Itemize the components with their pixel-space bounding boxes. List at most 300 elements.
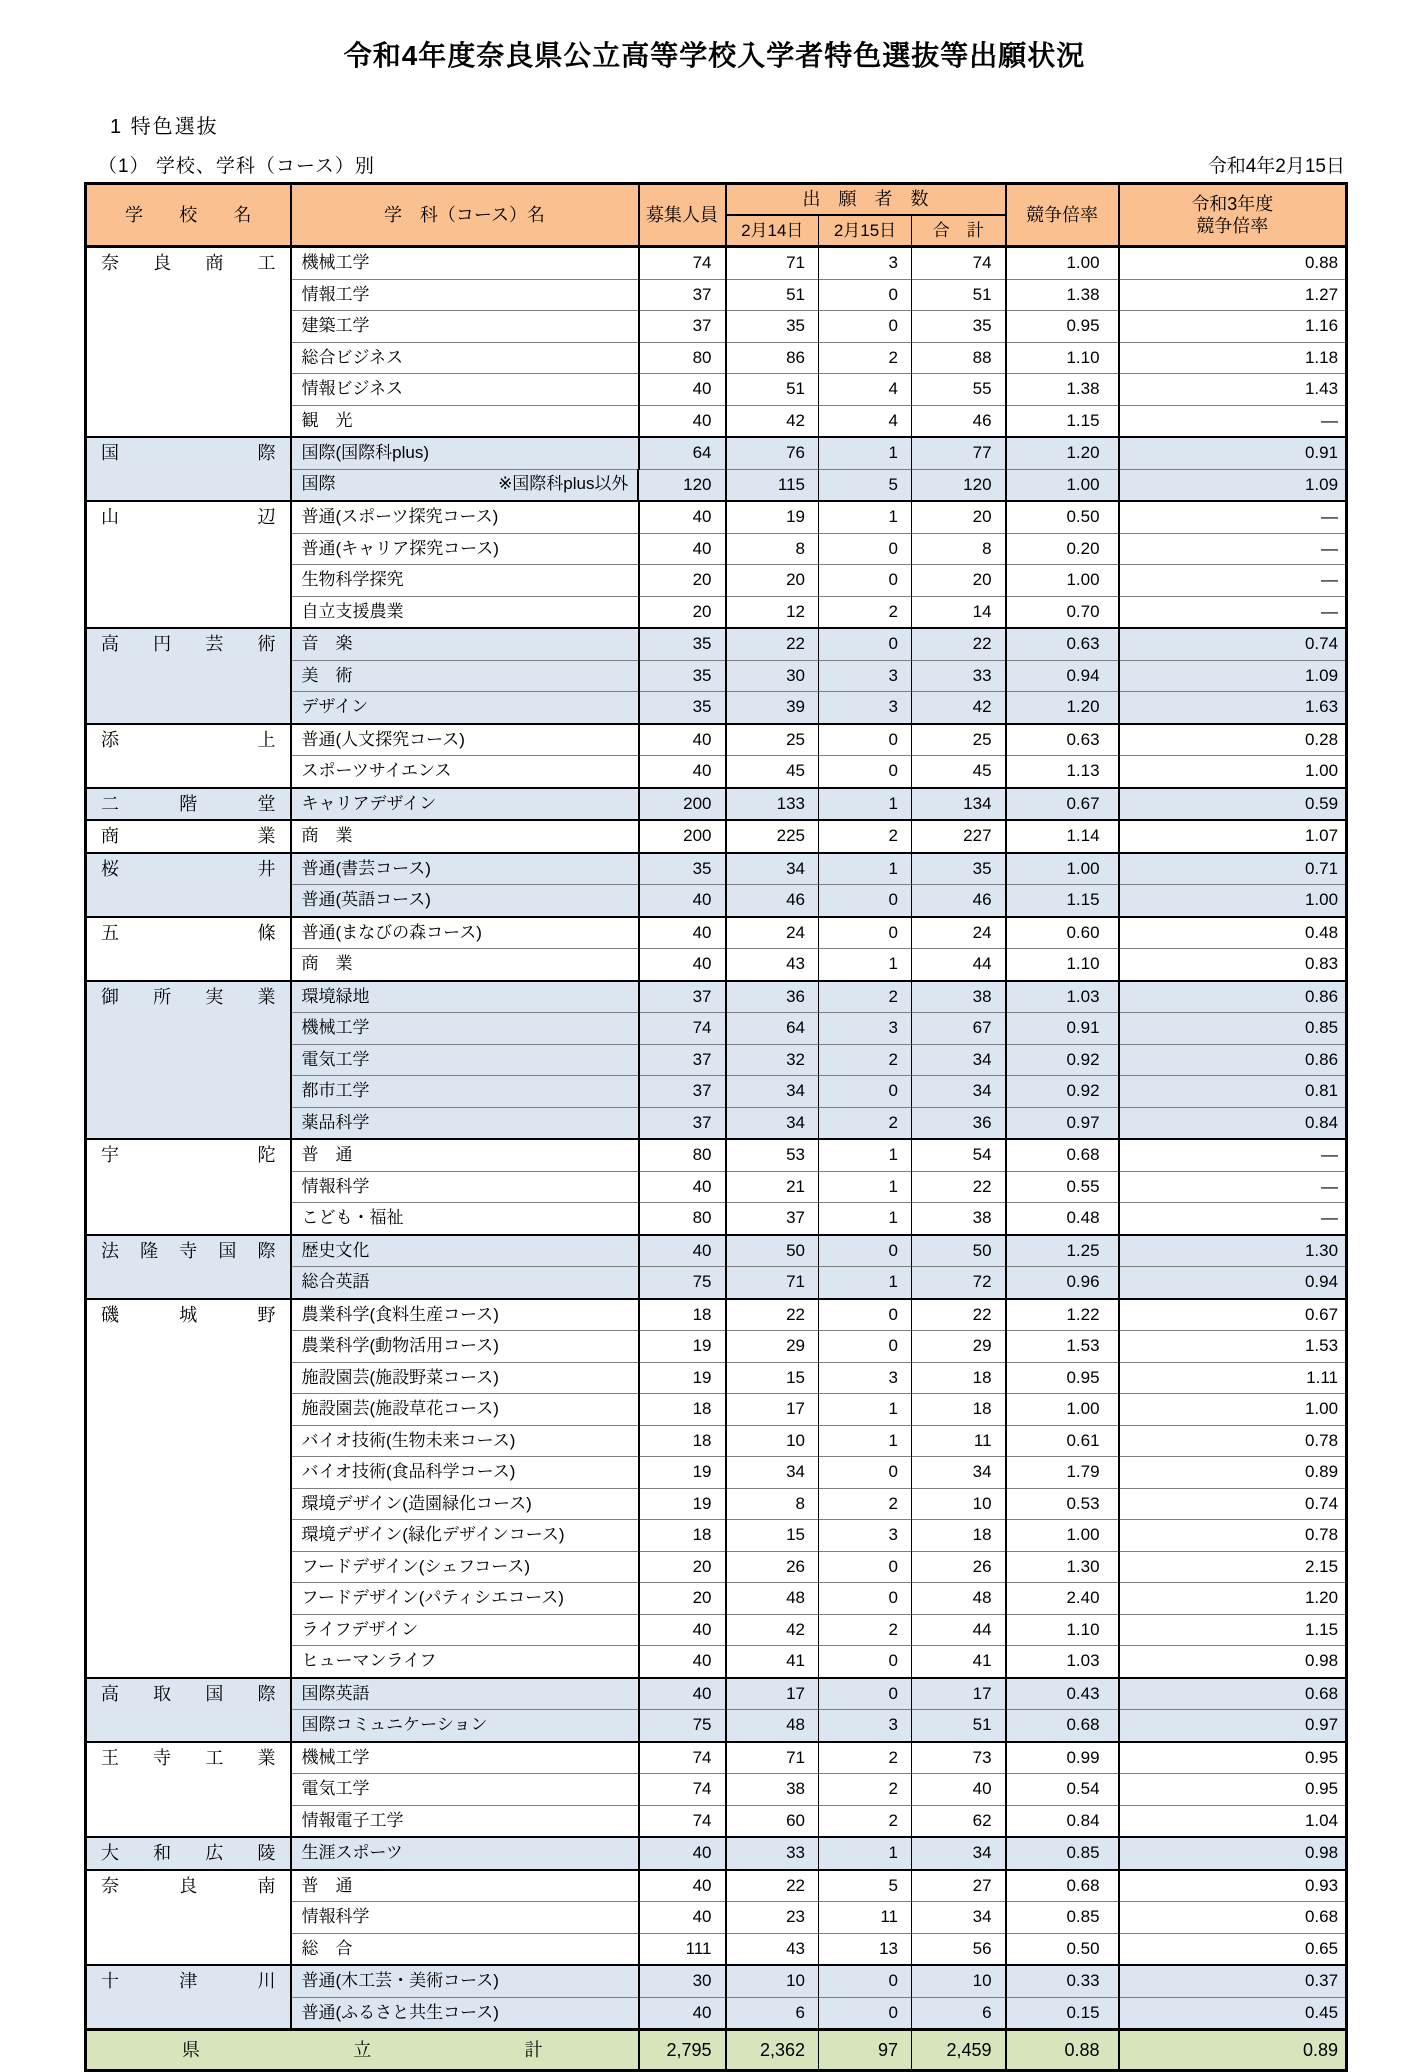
ratio-cell: 1.00 bbox=[1006, 247, 1119, 280]
header-prev-ratio-line2: 競争倍率 bbox=[1196, 216, 1269, 236]
capacity-cell: 37 bbox=[639, 1044, 726, 1076]
prev-ratio-cell: 0.37 bbox=[1119, 1965, 1347, 1997]
feb15-applicants-cell: 3 bbox=[819, 1710, 912, 1742]
ratio-cell: 1.25 bbox=[1006, 1235, 1119, 1267]
total-feb14-cell: 2,362 bbox=[726, 2030, 819, 2071]
capacity-cell: 40 bbox=[639, 917, 726, 949]
feb15-applicants-cell: 2 bbox=[819, 820, 912, 853]
course-name-cell bbox=[292, 469, 639, 500]
school-name-cell: 御所実業 bbox=[86, 981, 291, 1140]
ratio-cell: 0.55 bbox=[1006, 1171, 1119, 1203]
table-row bbox=[86, 724, 1347, 756]
prev-ratio-cell: 1.43 bbox=[1119, 374, 1347, 406]
course-name-cell: 農業科学(動物活用コース) bbox=[291, 1331, 639, 1363]
total-applicants-cell: 29 bbox=[912, 1331, 1006, 1363]
ratio-cell: 0.92 bbox=[1006, 1076, 1119, 1108]
ratio-cell: 1.53 bbox=[1006, 1331, 1119, 1363]
prev-ratio-cell: 0.67 bbox=[1119, 1299, 1347, 1331]
ratio-cell: 0.94 bbox=[1006, 660, 1119, 692]
course-name-cell: 美 術 bbox=[291, 660, 639, 692]
feb15-applicants-cell: 1 bbox=[819, 1394, 912, 1426]
ratio-cell: 1.22 bbox=[1006, 1299, 1119, 1331]
feb15-applicants-cell: 2 bbox=[819, 596, 912, 628]
feb15-applicants-cell: 1 bbox=[819, 1139, 912, 1171]
table-row bbox=[86, 501, 1347, 533]
capacity-cell: 40 bbox=[639, 1171, 726, 1203]
table-row bbox=[86, 1965, 1347, 1997]
course-name-cell: 生物科学探究 bbox=[291, 565, 639, 597]
course-name-cell: 歴史文化 bbox=[291, 1235, 639, 1267]
ratio-cell: 0.95 bbox=[1006, 311, 1119, 343]
capacity-cell: 40 bbox=[639, 756, 726, 788]
total-applicants-cell: 33 bbox=[912, 660, 1006, 692]
total-applicants-cell: 22 bbox=[912, 1299, 1006, 1331]
feb14-applicants-cell: 33 bbox=[726, 1837, 819, 1870]
feb14-applicants-cell: 23 bbox=[726, 1902, 819, 1934]
school-name-cell: 国際 bbox=[86, 437, 291, 501]
prev-ratio-cell: 0.95 bbox=[1119, 1774, 1347, 1806]
total-applicants-cell: 50 bbox=[912, 1235, 1006, 1267]
feb14-applicants-cell: 64 bbox=[726, 1013, 819, 1045]
course-name-cell: 総合英語 bbox=[291, 1267, 639, 1299]
header-capacity: 募集人員 bbox=[639, 184, 726, 247]
table-row bbox=[86, 981, 1347, 1013]
feb15-applicants-cell: 2 bbox=[819, 1774, 912, 1806]
total-applicants-cell: 34 bbox=[912, 1044, 1006, 1076]
feb14-applicants-cell: 41 bbox=[726, 1646, 819, 1678]
ratio-cell: 0.53 bbox=[1006, 1488, 1119, 1520]
feb15-applicants-cell: 13 bbox=[819, 1933, 912, 1965]
feb15-applicants-cell: 4 bbox=[819, 405, 912, 437]
prev-ratio-cell: 1.04 bbox=[1119, 1805, 1347, 1837]
capacity-cell: 40 bbox=[639, 1902, 726, 1934]
total-applicants-cell: 62 bbox=[912, 1805, 1006, 1837]
total-applicants-cell: 77 bbox=[912, 437, 1006, 469]
ratio-cell: 0.96 bbox=[1006, 1267, 1119, 1299]
feb15-applicants-cell: 3 bbox=[819, 692, 912, 724]
capacity-cell: 74 bbox=[639, 1013, 726, 1045]
course-name-cell: 観 光 bbox=[291, 405, 639, 437]
feb14-applicants-cell: 30 bbox=[726, 660, 819, 692]
feb15-applicants-cell: 1 bbox=[819, 1425, 912, 1457]
prev-ratio-cell: 0.98 bbox=[1119, 1837, 1347, 1870]
prev-ratio-cell: 1.00 bbox=[1119, 756, 1347, 788]
feb14-applicants-cell: 10 bbox=[726, 1965, 819, 1997]
feb14-applicants-cell: 51 bbox=[726, 374, 819, 406]
school-name-cell: 奈良商工 bbox=[86, 247, 291, 438]
capacity-cell: 40 bbox=[639, 1678, 726, 1710]
total-applicants-cell: 40 bbox=[912, 1774, 1006, 1806]
capacity-cell: 40 bbox=[639, 501, 726, 533]
capacity-cell: 37 bbox=[639, 279, 726, 311]
feb14-applicants-cell: 46 bbox=[726, 885, 819, 917]
feb14-applicants-cell: 29 bbox=[726, 1331, 819, 1363]
table-footer bbox=[86, 2030, 1347, 2071]
feb15-applicants-cell: 0 bbox=[819, 1235, 912, 1267]
total-applicants-cell: 22 bbox=[912, 1171, 1006, 1203]
total-applicants-cell: 27 bbox=[912, 1870, 1006, 1902]
total-applicants-cell: 14 bbox=[912, 596, 1006, 628]
prev-ratio-cell: 0.94 bbox=[1119, 1267, 1347, 1299]
total-applicants-cell: 24 bbox=[912, 917, 1006, 949]
feb15-applicants-cell: 1 bbox=[819, 788, 912, 821]
capacity-cell: 80 bbox=[639, 342, 726, 374]
feb15-applicants-cell: 3 bbox=[819, 1362, 912, 1394]
ratio-cell: 0.50 bbox=[1006, 1933, 1119, 1965]
total-applicants-cell: 34 bbox=[912, 1457, 1006, 1489]
prev-ratio-cell: 0.86 bbox=[1119, 1044, 1347, 1076]
course-name-cell: 情報工学 bbox=[291, 279, 639, 311]
feb14-applicants-cell: 19 bbox=[726, 501, 819, 533]
capacity-cell: 64 bbox=[639, 437, 726, 469]
feb14-applicants-cell: 60 bbox=[726, 1805, 819, 1837]
feb15-applicants-cell: 0 bbox=[819, 628, 912, 660]
header-applicants: 出 願 者 数 bbox=[726, 184, 1006, 216]
course-name-cell: 施設園芸(施設草花コース) bbox=[291, 1394, 639, 1426]
course-name-cell: こども・福祉 bbox=[291, 1203, 639, 1235]
ratio-cell: 1.00 bbox=[1006, 853, 1119, 885]
ratio-cell: 0.68 bbox=[1006, 1710, 1119, 1742]
feb15-applicants-cell: 0 bbox=[819, 1457, 912, 1489]
course-name-cell: 普通(キャリア探究コース) bbox=[291, 533, 639, 565]
ratio-cell: 0.48 bbox=[1006, 1203, 1119, 1235]
capacity-cell: 120 bbox=[639, 469, 726, 501]
course-name-cell: 総合ビジネス bbox=[291, 342, 639, 374]
school-name-cell: 十津川 bbox=[86, 1965, 291, 2030]
ratio-cell: 0.43 bbox=[1006, 1678, 1119, 1710]
total-applicants-cell: 48 bbox=[912, 1583, 1006, 1615]
course-name-cell: 総 合 bbox=[291, 1933, 639, 1965]
feb14-applicants-cell: 17 bbox=[726, 1678, 819, 1710]
course-name-cell: フードデザイン(パティシエコース) bbox=[291, 1583, 639, 1615]
feb15-applicants-cell: 2 bbox=[819, 1107, 912, 1139]
prev-ratio-cell: 2.15 bbox=[1119, 1551, 1347, 1583]
total-applicants-cell: 73 bbox=[912, 1742, 1006, 1774]
capacity-cell: 35 bbox=[639, 660, 726, 692]
feb15-applicants-cell: 2 bbox=[819, 1488, 912, 1520]
ratio-cell: 0.15 bbox=[1006, 1997, 1119, 2030]
table-row bbox=[86, 1870, 1347, 1902]
feb14-applicants-cell: 86 bbox=[726, 342, 819, 374]
feb14-applicants-cell: 71 bbox=[726, 1267, 819, 1299]
school-name-cell: 桜井 bbox=[86, 853, 291, 917]
prev-ratio-cell: 0.45 bbox=[1119, 1997, 1347, 2030]
prev-ratio-cell: — bbox=[1119, 501, 1347, 533]
feb15-applicants-cell: 0 bbox=[819, 1965, 912, 1997]
capacity-cell: 74 bbox=[639, 247, 726, 280]
total-applicants-cell: 35 bbox=[912, 853, 1006, 885]
feb14-applicants-cell: 38 bbox=[726, 1774, 819, 1806]
feb15-applicants-cell: 0 bbox=[819, 724, 912, 756]
table-header bbox=[86, 184, 1347, 247]
prev-ratio-cell: 0.74 bbox=[1119, 1488, 1347, 1520]
capacity-cell: 80 bbox=[639, 1139, 726, 1171]
total-applicants-cell: 38 bbox=[912, 981, 1006, 1013]
capacity-cell: 111 bbox=[639, 1933, 726, 1965]
ratio-cell: 0.68 bbox=[1006, 1870, 1119, 1902]
feb14-applicants-cell: 22 bbox=[726, 1299, 819, 1331]
prev-ratio-cell: 0.71 bbox=[1119, 853, 1347, 885]
header-prev-ratio bbox=[1119, 184, 1347, 247]
feb15-applicants-cell: 3 bbox=[819, 1520, 912, 1552]
feb15-applicants-cell: 2 bbox=[819, 981, 912, 1013]
total-applicants-cell: 10 bbox=[912, 1488, 1006, 1520]
ratio-cell: 0.85 bbox=[1006, 1837, 1119, 1870]
capacity-cell: 80 bbox=[639, 1203, 726, 1235]
total-applicants-cell: 34 bbox=[912, 1902, 1006, 1934]
feb14-applicants-cell: 36 bbox=[726, 981, 819, 1013]
capacity-cell: 200 bbox=[639, 820, 726, 853]
capacity-cell: 37 bbox=[639, 1107, 726, 1139]
total-applicants-cell: 6 bbox=[912, 1997, 1006, 2030]
table-row bbox=[86, 628, 1347, 660]
ratio-cell: 0.50 bbox=[1006, 501, 1119, 533]
school-name-cell: 高円芸術 bbox=[86, 628, 291, 724]
course-name-cell: 環境デザイン(緑化デザインコース) bbox=[291, 1520, 639, 1552]
feb14-applicants-cell: 26 bbox=[726, 1551, 819, 1583]
feb14-applicants-cell: 8 bbox=[726, 1488, 819, 1520]
course-name-cell: 普通(ふるさと共生コース) bbox=[291, 1997, 639, 2030]
prev-ratio-cell: 0.83 bbox=[1119, 949, 1347, 981]
capacity-cell: 35 bbox=[639, 692, 726, 724]
capacity-cell: 20 bbox=[639, 1583, 726, 1615]
capacity-cell: 37 bbox=[639, 981, 726, 1013]
feb15-applicants-cell: 2 bbox=[819, 342, 912, 374]
total-feb15-cell: 97 bbox=[819, 2030, 912, 2071]
ratio-cell: 0.63 bbox=[1006, 628, 1119, 660]
course-name-cell: 環境緑地 bbox=[291, 981, 639, 1013]
course-name-cell: スポーツサイエンス bbox=[291, 756, 639, 788]
total-applicants-cell: 227 bbox=[912, 820, 1006, 853]
feb15-applicants-cell: 0 bbox=[819, 311, 912, 343]
total-applicants-cell: 20 bbox=[912, 565, 1006, 597]
course-name-cell: 情報科学 bbox=[291, 1902, 639, 1934]
table-row bbox=[86, 1678, 1347, 1710]
total-applicants-cell: 18 bbox=[912, 1520, 1006, 1552]
feb15-applicants-cell: 0 bbox=[819, 1551, 912, 1583]
prev-ratio-cell: 0.91 bbox=[1119, 437, 1347, 469]
total-applicants-cell: 36 bbox=[912, 1107, 1006, 1139]
ratio-cell: 0.20 bbox=[1006, 533, 1119, 565]
feb15-applicants-cell: 1 bbox=[819, 1171, 912, 1203]
total-applicants-cell: 20 bbox=[912, 501, 1006, 533]
ratio-cell: 0.85 bbox=[1006, 1902, 1119, 1934]
ratio-cell: 1.38 bbox=[1006, 279, 1119, 311]
prev-ratio-cell: 0.86 bbox=[1119, 981, 1347, 1013]
total-applicants-cell: 67 bbox=[912, 1013, 1006, 1045]
feb15-applicants-cell: 0 bbox=[819, 1678, 912, 1710]
prev-ratio-cell: — bbox=[1119, 533, 1347, 565]
ratio-cell: 0.97 bbox=[1006, 1107, 1119, 1139]
prev-ratio-cell: 0.95 bbox=[1119, 1742, 1347, 1774]
school-name-cell: 高取国際 bbox=[86, 1678, 291, 1742]
prev-ratio-cell: 1.30 bbox=[1119, 1235, 1347, 1267]
capacity-cell: 40 bbox=[639, 724, 726, 756]
table-row bbox=[86, 788, 1347, 821]
capacity-cell: 18 bbox=[639, 1520, 726, 1552]
total-applicants-cell: 25 bbox=[912, 724, 1006, 756]
table-row bbox=[86, 247, 1347, 280]
feb14-applicants-cell: 48 bbox=[726, 1710, 819, 1742]
prev-ratio-cell: 0.78 bbox=[1119, 1520, 1347, 1552]
prev-ratio-cell: 1.63 bbox=[1119, 692, 1347, 724]
total-applicants-cell: 18 bbox=[912, 1362, 1006, 1394]
capacity-cell: 40 bbox=[639, 1646, 726, 1678]
course-name-text: 国際 bbox=[301, 474, 336, 493]
feb14-applicants-cell: 76 bbox=[726, 437, 819, 469]
capacity-cell: 19 bbox=[639, 1457, 726, 1489]
prev-ratio-cell: 1.09 bbox=[1119, 469, 1347, 501]
feb14-applicants-cell: 115 bbox=[726, 469, 819, 501]
prev-ratio-cell: 1.53 bbox=[1119, 1331, 1347, 1363]
total-applicants-cell: 51 bbox=[912, 279, 1006, 311]
feb15-applicants-cell: 0 bbox=[819, 565, 912, 597]
course-name-cell: 普通(スポーツ探究コース) bbox=[291, 501, 639, 533]
capacity-cell: 40 bbox=[639, 1997, 726, 2030]
prev-ratio-cell: 0.59 bbox=[1119, 788, 1347, 821]
prev-ratio-cell: — bbox=[1119, 1139, 1347, 1171]
prev-ratio-cell: — bbox=[1119, 1171, 1347, 1203]
feb15-applicants-cell: 0 bbox=[819, 533, 912, 565]
feb14-applicants-cell: 35 bbox=[726, 311, 819, 343]
feb14-applicants-cell: 225 bbox=[726, 820, 819, 853]
feb14-applicants-cell: 39 bbox=[726, 692, 819, 724]
ratio-cell: 0.91 bbox=[1006, 1013, 1119, 1045]
capacity-cell: 18 bbox=[639, 1394, 726, 1426]
total-applicants-cell: 72 bbox=[912, 1267, 1006, 1299]
course-note: ※国際科plus以外 bbox=[498, 474, 629, 493]
ratio-cell: 0.33 bbox=[1006, 1965, 1119, 1997]
feb14-applicants-cell: 133 bbox=[726, 788, 819, 821]
ratio-cell: 0.84 bbox=[1006, 1805, 1119, 1837]
prev-ratio-cell: 1.15 bbox=[1119, 1614, 1347, 1646]
school-name-cell: 宇陀 bbox=[86, 1139, 291, 1235]
feb15-applicants-cell: 11 bbox=[819, 1902, 912, 1934]
total-applicants-cell: 35 bbox=[912, 311, 1006, 343]
page-title: 令和4年度奈良県公立高等学校入学者特色選抜等出願状況 bbox=[343, 40, 1086, 71]
course-name-cell: 機械工学 bbox=[291, 1742, 639, 1774]
course-name-cell: 普通(木工芸・美術コース) bbox=[291, 1965, 639, 1997]
feb15-applicants-cell: 0 bbox=[819, 885, 912, 917]
feb14-applicants-cell: 15 bbox=[726, 1520, 819, 1552]
ratio-cell: 1.14 bbox=[1006, 820, 1119, 853]
feb14-applicants-cell: 10 bbox=[726, 1425, 819, 1457]
feb15-applicants-cell: 1 bbox=[819, 1267, 912, 1299]
school-name-cell: 商業 bbox=[86, 820, 291, 853]
total-applicants-cell: 74 bbox=[912, 247, 1006, 280]
feb15-applicants-cell: 4 bbox=[819, 374, 912, 406]
capacity-cell: 30 bbox=[639, 1965, 726, 1997]
feb14-applicants-cell: 20 bbox=[726, 565, 819, 597]
table-row bbox=[86, 1235, 1347, 1267]
total-applicants-cell: 11 bbox=[912, 1425, 1006, 1457]
ratio-cell: 2.40 bbox=[1006, 1583, 1119, 1615]
ratio-cell: 1.03 bbox=[1006, 1646, 1119, 1678]
school-name-cell: 王寺工業 bbox=[86, 1742, 291, 1838]
total-applicants-cell: 42 bbox=[912, 692, 1006, 724]
feb15-applicants-cell: 5 bbox=[819, 469, 912, 501]
course-name-cell: 普通(人文探究コース) bbox=[291, 724, 639, 756]
capacity-cell: 75 bbox=[639, 1710, 726, 1742]
capacity-cell: 35 bbox=[639, 628, 726, 660]
total-label-cell: 県立計 bbox=[86, 2030, 639, 2071]
prev-ratio-cell: 0.89 bbox=[1119, 1457, 1347, 1489]
total-applicants-cell: 38 bbox=[912, 1203, 1006, 1235]
school-name-cell: 五條 bbox=[86, 917, 291, 981]
feb14-applicants-cell: 34 bbox=[726, 1076, 819, 1108]
feb15-applicants-cell: 0 bbox=[819, 279, 912, 311]
capacity-cell: 40 bbox=[639, 885, 726, 917]
prev-ratio-cell: 0.78 bbox=[1119, 1425, 1347, 1457]
course-name-cell: 機械工学 bbox=[291, 247, 639, 280]
course-name-cell: バイオ技術(食品科学コース) bbox=[291, 1457, 639, 1489]
header-school: 学校名 bbox=[86, 184, 291, 247]
ratio-cell: 0.63 bbox=[1006, 724, 1119, 756]
feb14-applicants-cell: 24 bbox=[726, 917, 819, 949]
prev-ratio-cell: 0.68 bbox=[1119, 1678, 1347, 1710]
course-name-cell: フードデザイン(シェフコース) bbox=[291, 1551, 639, 1583]
total-applicants-cell: 41 bbox=[912, 1646, 1006, 1678]
prev-ratio-cell: 1.18 bbox=[1119, 342, 1347, 374]
course-name-cell: 国際(国際科plus) bbox=[291, 437, 639, 469]
total-applicants-cell: 18 bbox=[912, 1394, 1006, 1426]
prev-ratio-cell: 0.65 bbox=[1119, 1933, 1347, 1965]
school-name-cell: 磯城野 bbox=[86, 1299, 291, 1678]
school-name-cell: 法隆寺国際 bbox=[86, 1235, 291, 1299]
feb14-applicants-cell: 15 bbox=[726, 1362, 819, 1394]
feb14-applicants-cell: 43 bbox=[726, 1933, 819, 1965]
feb15-applicants-cell: 5 bbox=[819, 1870, 912, 1902]
feb15-applicants-cell: 0 bbox=[819, 1997, 912, 2030]
prev-ratio-cell: 1.16 bbox=[1119, 311, 1347, 343]
prev-ratio-cell: 1.27 bbox=[1119, 279, 1347, 311]
school-name-cell: 大和広陵 bbox=[86, 1837, 291, 1870]
feb15-applicants-cell: 0 bbox=[819, 1583, 912, 1615]
prev-ratio-cell: 1.11 bbox=[1119, 1362, 1347, 1394]
header-feb15: 2月15日 bbox=[819, 215, 912, 247]
total-applicants-cell: 54 bbox=[912, 1139, 1006, 1171]
school-name-cell: 奈良南 bbox=[86, 1870, 291, 1966]
prev-ratio-cell: 0.84 bbox=[1119, 1107, 1347, 1139]
total-applicants-cell: 10 bbox=[912, 1965, 1006, 1997]
total-applicants-cell: 120 bbox=[912, 469, 1006, 501]
ratio-cell: 1.10 bbox=[1006, 949, 1119, 981]
total-capacity-cell: 2,795 bbox=[639, 2030, 726, 2071]
feb15-applicants-cell: 2 bbox=[819, 1805, 912, 1837]
feb14-applicants-cell: 22 bbox=[726, 628, 819, 660]
feb15-applicants-cell: 1 bbox=[819, 501, 912, 533]
course-name-cell: 機械工学 bbox=[291, 1013, 639, 1045]
feb14-applicants-cell: 37 bbox=[726, 1203, 819, 1235]
total-prev-ratio-cell: 0.89 bbox=[1119, 2030, 1347, 2071]
ratio-cell: 1.10 bbox=[1006, 342, 1119, 374]
prev-ratio-cell: 0.68 bbox=[1119, 1902, 1347, 1934]
report-date: 令和4年2月15日 bbox=[1207, 156, 1345, 177]
total-applicants-cell: 2,459 bbox=[912, 2030, 1006, 2071]
ratio-cell: 1.15 bbox=[1006, 885, 1119, 917]
prev-ratio-cell: 0.97 bbox=[1119, 1710, 1347, 1742]
feb14-applicants-cell: 25 bbox=[726, 724, 819, 756]
ratio-cell: 1.03 bbox=[1006, 981, 1119, 1013]
ratio-cell: 0.99 bbox=[1006, 1742, 1119, 1774]
ratio-cell: 1.79 bbox=[1006, 1457, 1119, 1489]
course-name-cell: 施設園芸(施設野菜コース) bbox=[291, 1362, 639, 1394]
header-course: 学 科（コース）名 bbox=[291, 184, 639, 247]
course-name-cell: 商 業 bbox=[291, 820, 639, 853]
capacity-cell: 40 bbox=[639, 1235, 726, 1267]
feb14-applicants-cell: 53 bbox=[726, 1139, 819, 1171]
capacity-cell: 19 bbox=[639, 1331, 726, 1363]
